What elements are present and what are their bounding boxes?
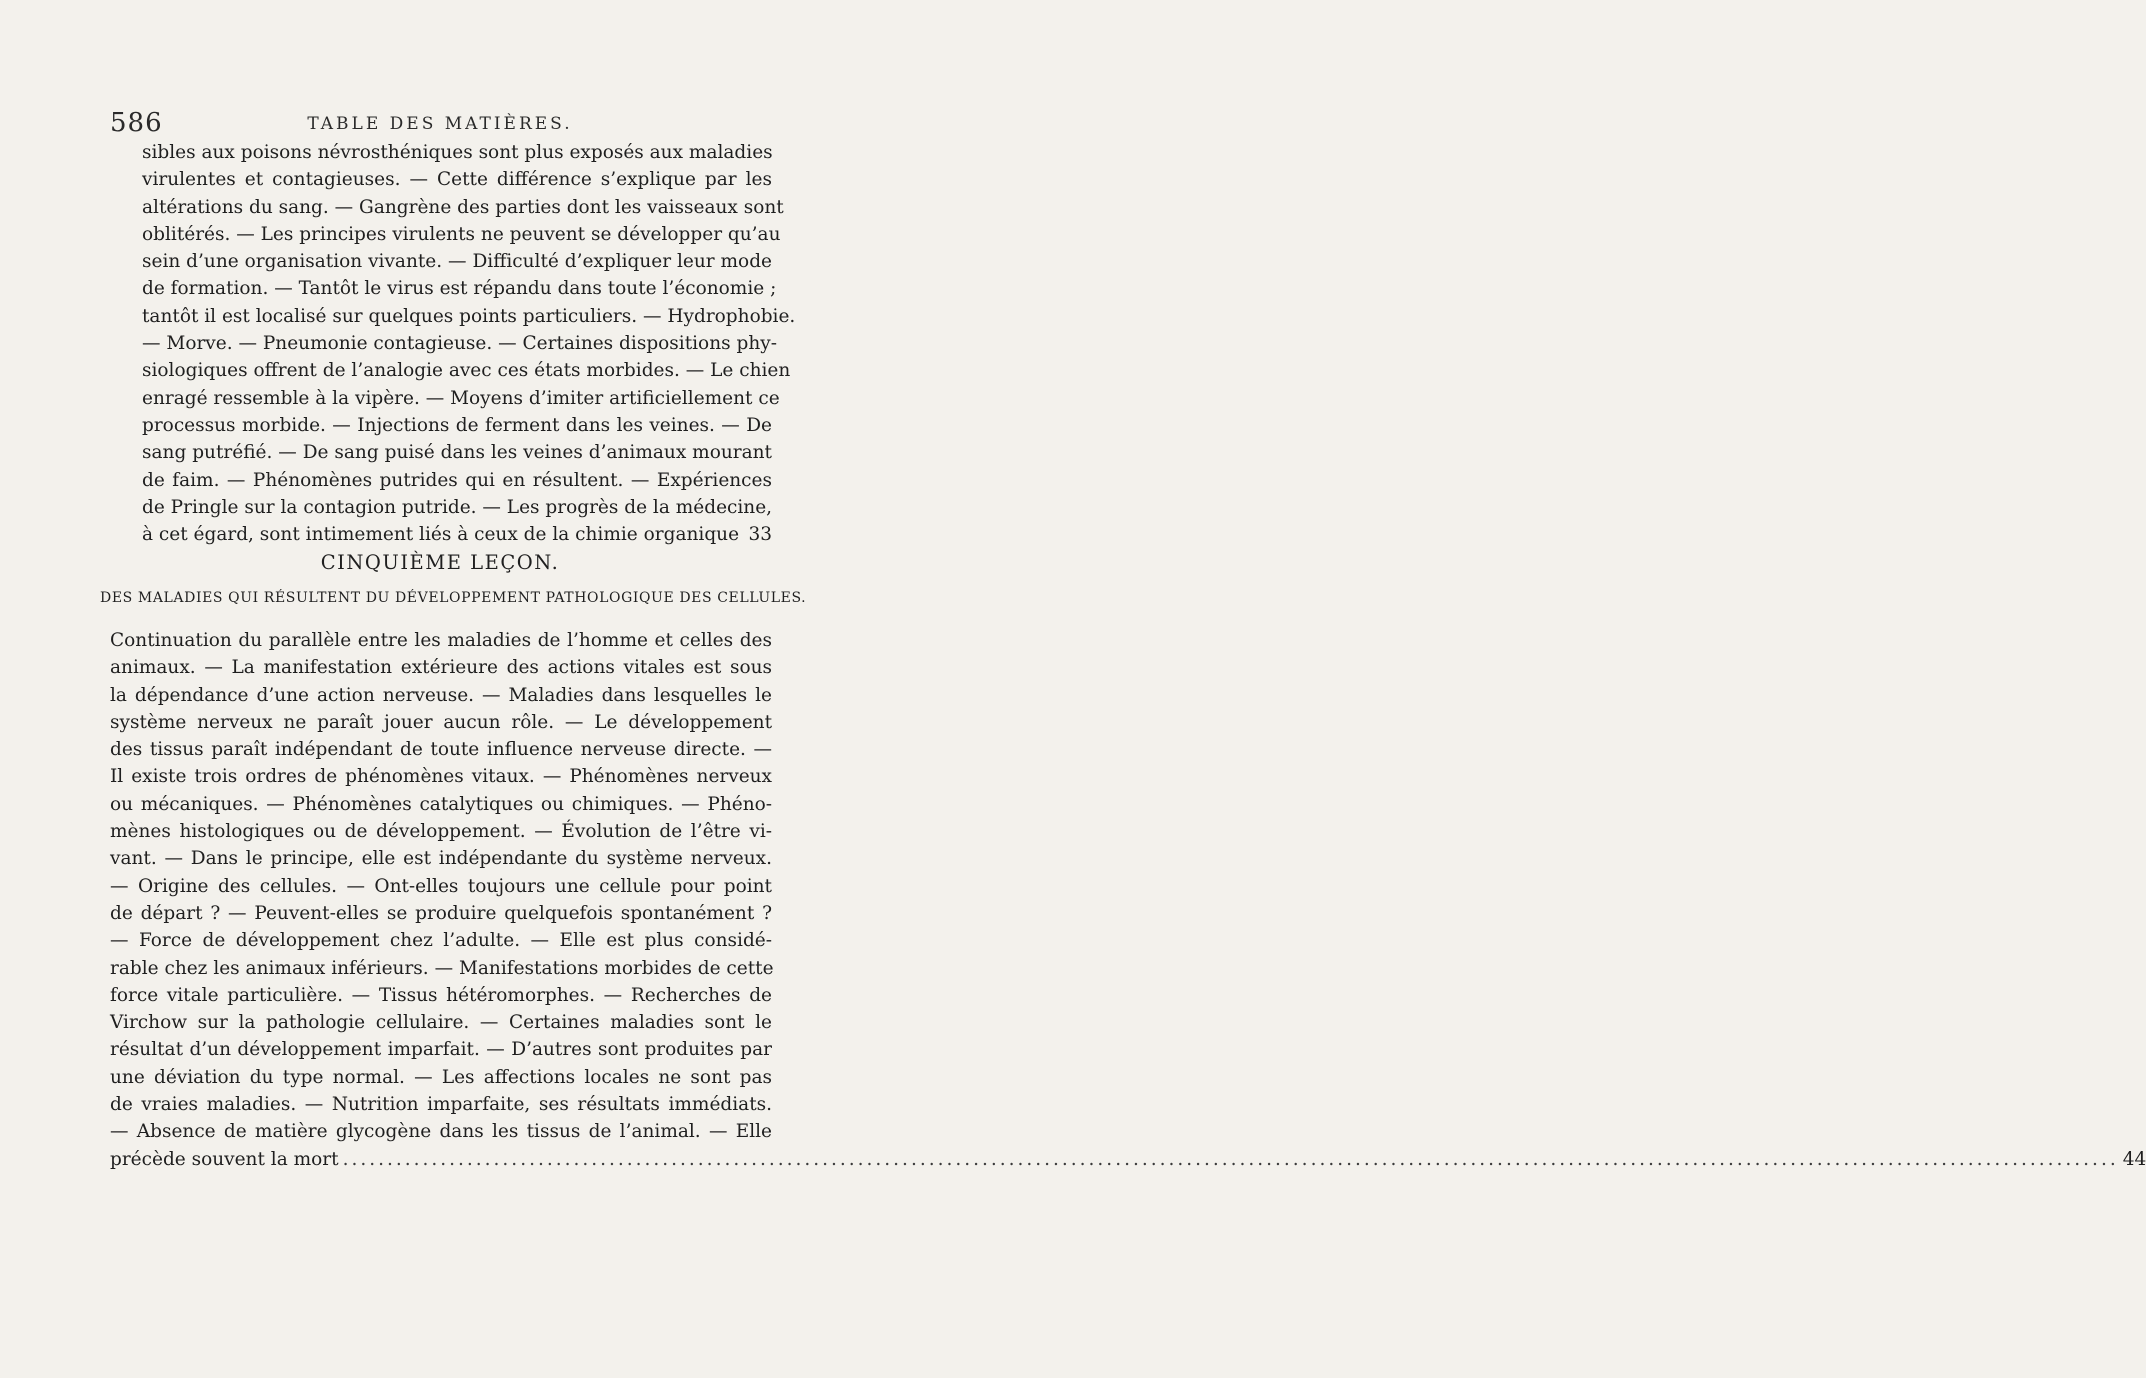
text-line: ou mécaniques. — Phénomènes catalytiques ou chimiques. — Phéno- (110, 793, 772, 815)
text-line: précède souvent la mort (110, 1148, 339, 1170)
text-line: enragé ressemble à la vipère. — Moyens d’imiter artificiellement ce (142, 387, 780, 409)
text-line: processus morbide. — Injections de ferment dans les veines. — De (142, 414, 772, 436)
text-line: la dépendance d’une action nerveuse. — Maladies dans lesquelles le (110, 684, 772, 706)
lecon-subtitle: DES MALADIES QUI RÉSULTENT DU DÉVELOPPEMENT PATHOLOGIQUE DES CELLULES. (100, 590, 807, 606)
text-line: rable chez les animaux inférieurs. — Manifestations morbides de cette (110, 957, 774, 979)
running-title: TABLE DES MATIÈRES. (307, 114, 573, 134)
text-line: animaux. — La manifestation extérieure des actions vitales est sous (110, 657, 772, 679)
text-line: tantôt il est localisé sur quelques points particuliers. — Hydrophobie. (142, 305, 796, 327)
dot-leader (743, 521, 744, 548)
page-reference: 44 (2122, 1148, 2146, 1170)
text-line: de formation. — Tantôt le virus est répandu dans toute l’économie ; (142, 278, 777, 300)
text-line: — Origine des cellules. — Ont-elles toujours une cellule pour point (110, 875, 772, 897)
text-line: — Morve. — Pneumonie contagieuse. — Certaines dispositions phy- (142, 333, 777, 355)
toc-entry-last-line (142, 521, 772, 548)
toc-entry-continued (142, 139, 796, 548)
page-number: 586 (110, 108, 163, 138)
text-line: une déviation du type normal. — Les affections locales ne sont pas (110, 1066, 772, 1088)
text-line: à cet égard, sont intimement liés à ceux de la chimie organique (142, 524, 740, 546)
text-line: système nerveux ne paraît jouer aucun rôle. — Le développement (110, 711, 772, 733)
text-line: Virchow sur la pathologie cellulaire. — Certaines maladies sont le (110, 1012, 772, 1034)
text-line: vant. — Dans le principe, elle est indépendante du système nerveux. (110, 848, 772, 870)
text-line: oblitérés. — Les principes virulents ne peuvent se développer qu’au (142, 223, 781, 245)
dot-leader: ........................................................................................................................................................................................................ (342, 1148, 2119, 1170)
text-line: force vitale particulière. — Tissus hétéromorphes. — Recherches de (110, 984, 772, 1006)
text-line: mènes histologiques ou de développement. — Évolution de l’être vi- (110, 821, 772, 843)
text-line: de départ ? — Peuvent-elles se produire quelquefois spontanément ? (110, 902, 772, 924)
text-line: sein d’une organisation vivante. — Difficulté d’expliquer leur mode (142, 251, 772, 273)
text-line: altérations du sang. — Gangrène des parties dont les vaisseaux sont (142, 196, 784, 218)
text-line: sang putréfié. — De sang puisé dans les veines d’animaux mourant (142, 442, 772, 464)
text-line: sibles aux poisons névrosthéniques sont plus exposés aux maladies (142, 142, 773, 163)
text-line: de vraies maladies. — Nutrition imparfaite, ses résultats immédiats. (110, 1094, 772, 1116)
text-line: virulentes et contagieuses. — Cette différence s’explique par les (142, 169, 772, 191)
text-line: résultat d’un développement imparfait. — D’autres sont produites par (110, 1039, 772, 1061)
text-line: — Absence de matière glycogène dans les tissus de l’animal. — Elle (110, 1121, 772, 1143)
text-line: siologiques offrent de l’analogie avec ces états morbides. — Le chien (142, 360, 791, 382)
toc-entry-last-line (110, 1146, 2146, 1173)
text-line: — Force de développement chez l’adulte. — Elle est plus considé- (110, 930, 772, 952)
text-line: de Pringle sur la contagion putride. — Les progrès de la médecine, (142, 496, 773, 518)
lecon-title: CINQUIÈME LEÇON. (320, 551, 560, 574)
toc-entry-lecon-5 (110, 627, 2146, 1173)
page-reference: 33 (748, 524, 772, 546)
text-line: de faim. — Phénomènes putrides qui en résultent. — Expériences (142, 469, 772, 491)
text-line: des tissus paraît indépendant de toute influence nerveuse directe. — (110, 739, 772, 761)
text-line: Continuation du parallèle entre les maladies de l’homme et celles des (110, 630, 772, 651)
text-line: Il existe trois ordres de phénomènes vitaux. — Phénomènes nerveux (110, 766, 772, 788)
